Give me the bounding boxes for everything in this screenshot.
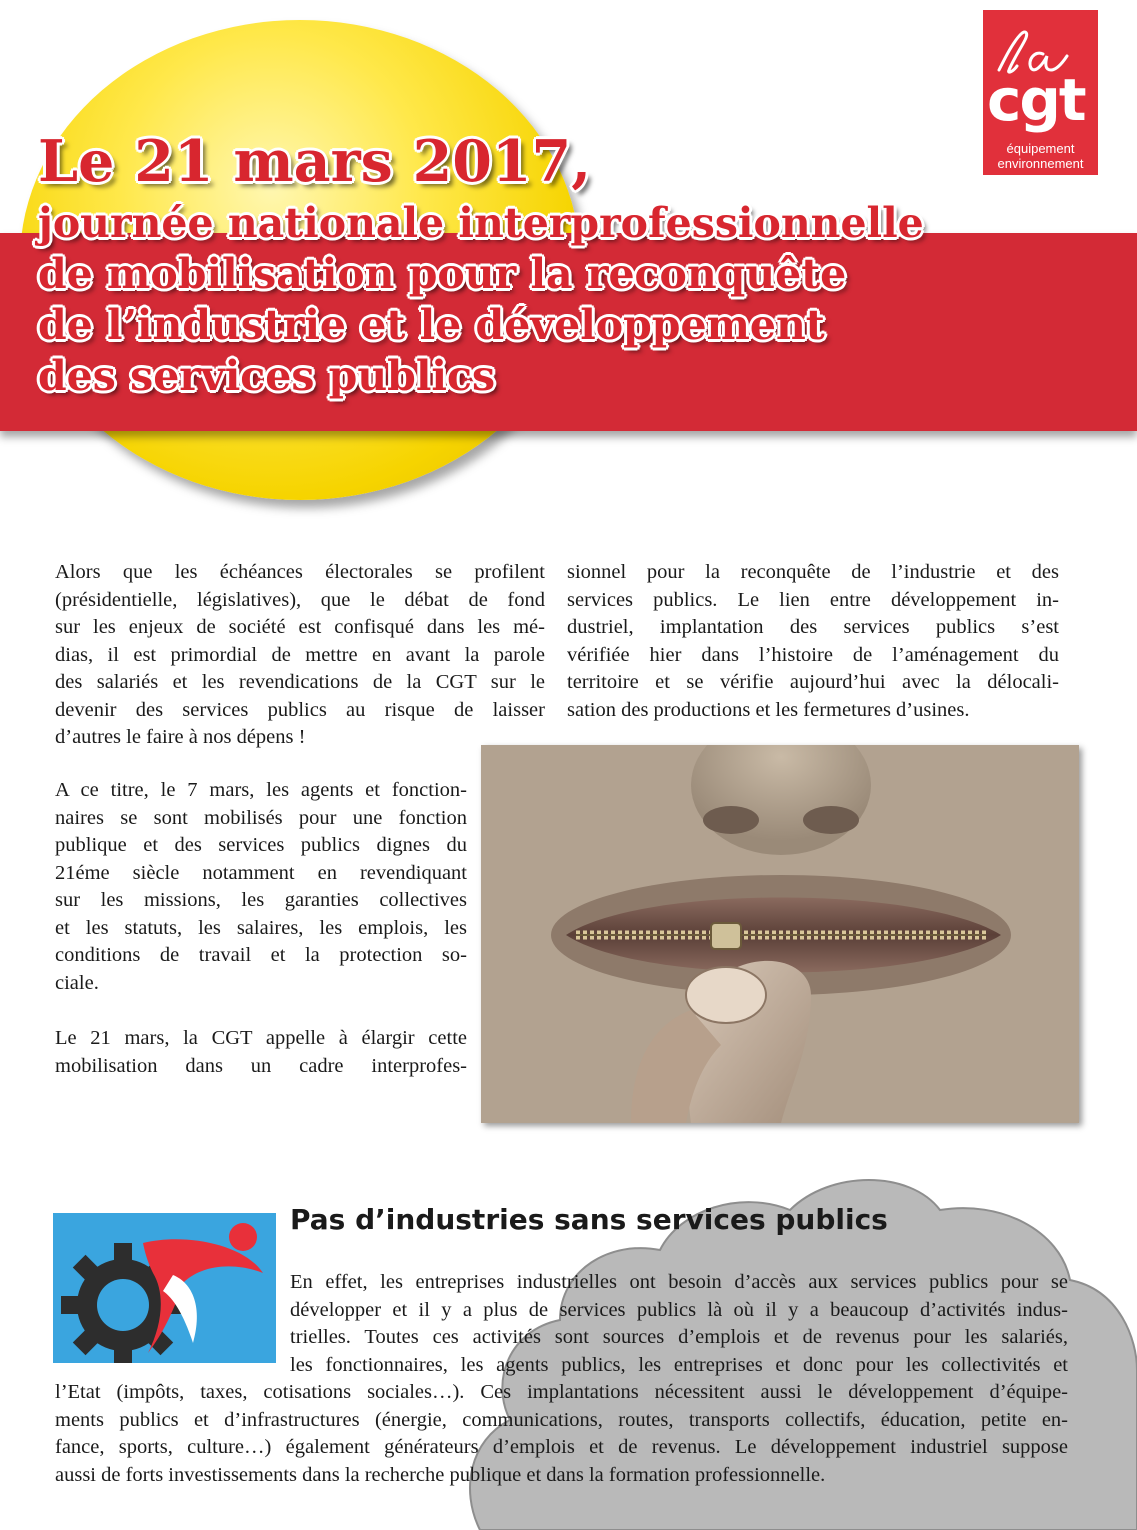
text-line: sionnel pour la reconquête de l’industrie et des (567, 561, 1059, 583)
section-title: Pas d’industries sans services publics (290, 1203, 888, 1236)
text-line: (présidentielle, législatives), que le débat de fond (55, 588, 545, 611)
text-line: aussi de forts investissements dans la recherche publique et dans la formation professionnelle. (55, 1463, 826, 1486)
text-line: sation des productions et les fermetures d’usines. (567, 698, 970, 721)
text-line: vérifiée hier dans l’histoire de l’aménagement du (567, 643, 1059, 666)
text-line: conditions de travail et la protection so- (55, 944, 467, 966)
logo-subline-2: environnement (997, 156, 1084, 171)
text-line: Alors que les échéances électorales se profilent (55, 561, 545, 583)
intro-paragraph-col2 (567, 559, 1059, 724)
text-line: naires se sont mobilisés pour une fonction (55, 806, 467, 829)
zipper-mouth-photo (481, 745, 1079, 1123)
intro-paragraph-3 (55, 1025, 467, 1080)
subtitle-line: des services publics (38, 352, 496, 400)
text-line: Le 21 mars, la CGT appelle à élargir cette (55, 1027, 467, 1049)
text-line: dias, il est primordial de mettre en avant la parole (55, 643, 545, 666)
subtitle-line: de l’industrie et le développement (38, 301, 825, 349)
text-line: trielles. Toutes ces activités sont sources d’emplois et de revenus pour les salariés, (290, 1326, 1068, 1348)
text-line: publique et des services publics dignes du (55, 834, 467, 856)
section-paragraph-full (55, 1379, 1068, 1489)
logo-cgt-text: cgt (987, 66, 1085, 134)
text-line: et les statuts, les salaires, les emplois, les (55, 916, 467, 939)
text-line: A ce titre, le 7 mars, les agents et fonction- (55, 779, 467, 801)
text-line: devenir des services publics au risque de laisser (55, 698, 545, 721)
text-line: les fonctionnaires, les agents publics, les entreprises et donc pour les collectivités et (290, 1353, 1068, 1376)
text-line: ciale. (55, 971, 99, 994)
text-line: En effet, les entreprises industrielles ont besoin d’accès aux services publics pour se (290, 1271, 1068, 1293)
cgt-logo (983, 10, 1098, 175)
text-line: sur les missions, les garanties collectives (55, 889, 467, 911)
text-line: développer et il y a plus de services publics là où il y a beaucoup d’activités indus- (290, 1298, 1068, 1321)
text-line: services publics. Le lien entre développement in- (567, 588, 1059, 611)
subtitle-line: de mobilisation pour la reconquête (38, 250, 847, 298)
text-line: territoire et se vérifie aujourd’hui avec la délocali- (567, 671, 1059, 693)
page-subtitle (38, 198, 1118, 402)
text-line: 21éme siècle notamment en revendiquant (55, 861, 467, 884)
text-line: ments publics et d’infrastructures (énergie, communications, routes, transports collectifs, éducation, petite en- (55, 1408, 1068, 1431)
text-line: d’autres le faire à nos dépens ! (55, 726, 306, 748)
text-line: dustriel, implantation des services publics s’est (567, 616, 1059, 638)
text-line: des salariés et les revendications de la CGT sur le (55, 671, 545, 693)
section-paragraph-indented (290, 1269, 1068, 1379)
page-title-date: Le 21 mars 2017, (38, 128, 592, 195)
intro-paragraph-1 (55, 559, 545, 752)
text-line: mobilisation dans un cadre interprofes- (55, 1054, 467, 1077)
industry-services-icon (53, 1213, 276, 1363)
text-line: fance, sports, culture…) également générateurs d’emplois et de revenus. Le développement industriel suppose (55, 1436, 1068, 1458)
intro-paragraph-2 (55, 777, 467, 997)
text-line: sur les enjeux de société est confisqué dans les mé- (55, 616, 545, 638)
logo-subline-1: équipement (1006, 141, 1075, 156)
subtitle-line: journée nationale interprofessionnelle (38, 199, 924, 247)
text-line: l’Etat (impôts, taxes, cotisations sociales…). Ces implantations nécessitent aussi le développement d’équipe- (55, 1381, 1068, 1403)
